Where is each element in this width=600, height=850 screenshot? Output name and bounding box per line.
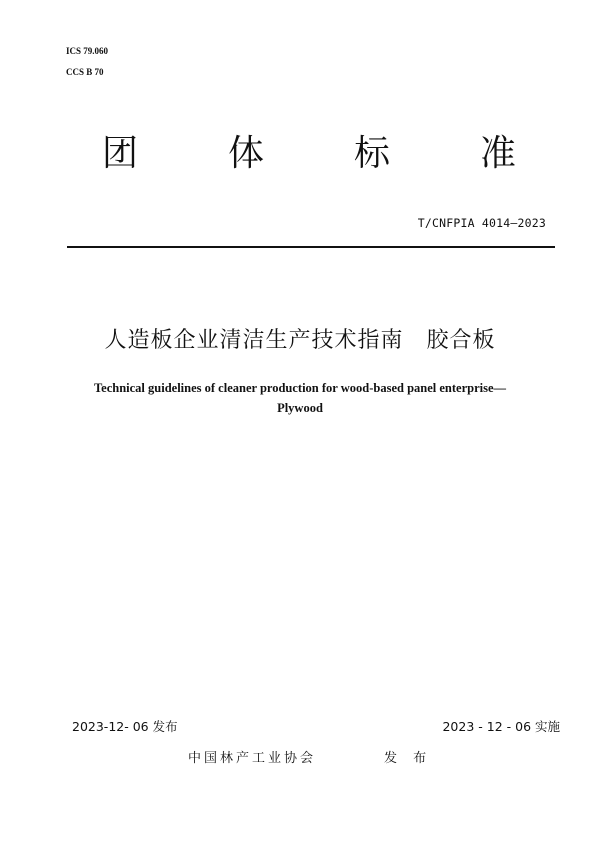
standard-type-char-2: 体 bbox=[228, 133, 265, 174]
standard-type-char-1: 团 bbox=[102, 133, 139, 174]
implementation-date: 2023 - 12 - 06 实施 bbox=[442, 719, 560, 734]
title-english-line-2: Plywood bbox=[277, 401, 323, 415]
title-english-line-1: Technical guidelines of cleaner production for wood-based panel enterprise— bbox=[93, 381, 507, 395]
issuing-organization: 中国林产工业协会 bbox=[188, 751, 317, 766]
ccs-code: CCS B 70 bbox=[66, 67, 104, 77]
header-divider bbox=[67, 246, 555, 248]
ics-code: ICS 79.060 bbox=[66, 46, 109, 56]
issue-date: 2023-12- 06 发布 bbox=[72, 719, 178, 734]
title-english bbox=[40, 378, 560, 418]
issue-label: 发 布 bbox=[384, 751, 433, 766]
title-chinese: 人造板企业清洁生产技术指南 胶合板 bbox=[104, 328, 496, 353]
standard-number: T/CNFPIA 4014—2023 bbox=[417, 216, 546, 230]
standard-type-char-4: 准 bbox=[480, 133, 517, 174]
standard-type-char-3: 标 bbox=[354, 133, 391, 174]
